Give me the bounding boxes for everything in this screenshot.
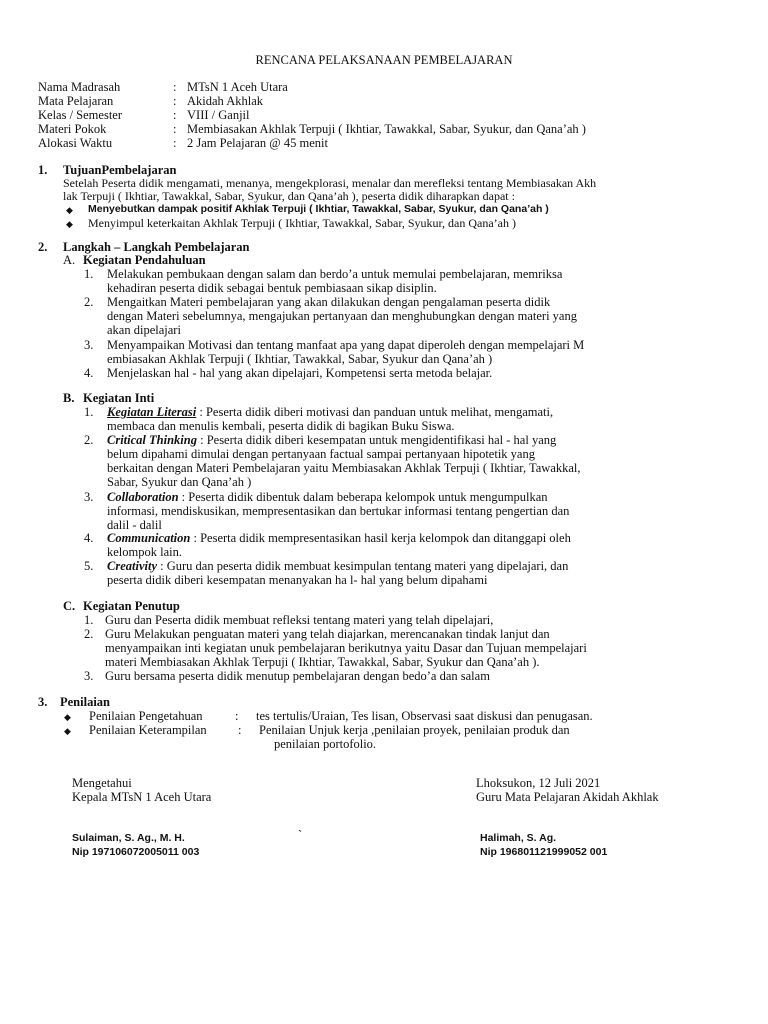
item-line: Guru dan Peserta didik membuat refleksi tentang materi yang telah dipelajari, — [105, 613, 494, 627]
item-text: : Peserta didik mempresentasikan hasil kerja kelompok dan ditanggapi oleh — [190, 531, 571, 545]
identity-colon: : — [173, 136, 177, 150]
item-number: 3. — [84, 338, 94, 352]
identity-value: MTsN 1 Aceh Utara — [187, 80, 288, 94]
item-number: 1. — [84, 613, 94, 627]
subsection-heading: Kegiatan Penutup — [83, 599, 180, 613]
item-line: belum dipahami dimulai dengan pertanyaan factual sampai pertanyaan hipotetik yang — [107, 447, 535, 461]
item-line: berkaitan dengan Materi Pembelajaran yaitu Membiasakan Akhlak Terpuji ( Ikhtiar, Tawakkal, — [107, 461, 581, 475]
paragraph-line: lak Terpuji ( Ikhtiar, Tawakkal, Sabar, Syukur, dan Qana’ah ), peserta didik diharapkan dapat : — [63, 189, 515, 203]
item-number: 3. — [84, 669, 94, 683]
signature-nip: Nip 196801121999052 001 — [480, 846, 608, 858]
item-term: Creativity — [107, 559, 157, 573]
identity-label: Materi Pokok — [38, 122, 107, 136]
item-number: 4. — [84, 531, 94, 545]
item-number: 1. — [84, 405, 94, 419]
assessment-colon: : — [238, 723, 242, 737]
item-line: kehadiran peserta didik sebagai bentuk pembiasaan sikap disiplin. — [107, 281, 437, 295]
item-number: 3. — [84, 490, 94, 504]
section-heading: Langkah – Langkah Pembelajaran — [63, 240, 250, 254]
bullet-text: Menyimpul keterkaitan Akhlak Terpuji ( Ikhtiar, Tawakkal, Sabar, Syukur, dan Qana’ah ) — [88, 216, 516, 230]
item-term: Critical Thinking — [107, 433, 197, 447]
item-line: membaca dan menulis kembali, peserta didik di bagikan Buku Siswa. — [107, 419, 455, 433]
item-line: embiasakan Akhlak Terpuji ( Ikhtiar, Tawakkal, Sabar, Syukur dan Qana’ah ) — [107, 352, 493, 366]
identity-label: Kelas / Semester — [38, 108, 123, 122]
bullet-diamond-icon: ◆ — [66, 205, 73, 215]
identity-value: VIII / Ganjil — [187, 108, 250, 122]
section-number: 1. — [38, 163, 48, 177]
subsection-heading: Kegiatan Pendahuluan — [83, 253, 206, 267]
item-line: peserta didik diberi kesempatan menanyakan ha l- hal yang belum dipahami — [107, 573, 488, 587]
item-term: Collaboration — [107, 490, 179, 504]
assessment-colon: : — [235, 709, 239, 723]
section-heading: TujuanPembelajaran — [63, 163, 177, 177]
item-text: : Peserta didik dibentuk dalam beberapa kelompok untuk mengumpulkan — [178, 490, 548, 504]
bullet-diamond-icon: ◆ — [66, 219, 73, 229]
signature-name: Sulaiman, S. Ag., M. H. — [72, 832, 185, 844]
assessment-value: Penilaian Unjuk kerja ,penilaian proyek, penilaian produk dan — [259, 723, 570, 737]
identity-value: Membiasakan Akhlak Terpuji ( Ikhtiar, Tawakkal, Sabar, Syukur, dan Qana’ah ) — [187, 122, 586, 136]
item-line: informasi, mendiskusikan, mempresentasikan dan bertukar informasi tentang pengertian dan — [107, 504, 570, 518]
item-number: 4. — [84, 366, 94, 380]
assessment-label: Penilaian Pengetahuan — [89, 709, 203, 723]
section-number: 3. — [38, 695, 48, 709]
bullet-diamond-icon: ◆ — [64, 726, 71, 736]
item-number: 2. — [84, 627, 94, 641]
item-line: Mengaitkan Materi pembelajaran yang akan dilakukan dengan pengalaman peserta didik — [107, 295, 551, 309]
item-line — [107, 559, 568, 573]
stray-mark: ` — [298, 828, 303, 842]
item-number: 1. — [84, 267, 94, 281]
signature-line: Mengetahui — [72, 776, 132, 790]
item-line — [107, 405, 553, 419]
identity-value: 2 Jam Pelajaran @ 45 menit — [187, 136, 328, 150]
item-line: Menyampaikan Motivasi dan tentang manfaat apa yang dapat diperoleh dengan mempelajari M — [107, 338, 585, 352]
subsection-heading: Kegiatan Inti — [83, 391, 155, 405]
subsection-letter: C. — [63, 599, 76, 613]
identity-colon: : — [173, 80, 177, 94]
signature-nip: Nip 197106072005011 003 — [72, 846, 200, 858]
subsection-letter: B. — [63, 391, 75, 405]
signature-line: Lhoksukon, 12 Juli 2021 — [476, 776, 601, 790]
item-line: materi Membiasakan Akhlak Terpuji ( Ikhtiar, Tawakkal, Sabar, Syukur dan Qana’ah ). — [105, 655, 540, 669]
identity-label: Mata Pelajaran — [38, 94, 114, 108]
item-line: menyampaikan inti kegiatan unuk pembelajaran berikutnya yaitu Dasar dan Tujuan mempelajari — [105, 641, 587, 655]
identity-colon: : — [173, 94, 177, 108]
item-term: Kegiatan Literasi — [107, 405, 197, 419]
identity-value: Akidah Akhlak — [187, 94, 264, 108]
identity-label: Nama Madrasah — [38, 80, 121, 94]
assessment-label: Penilaian Keterampilan — [89, 723, 207, 737]
assessment-value: penilaian portofolio. — [274, 737, 377, 751]
item-line: Menjelaskan hal - hal yang akan dipelajari, Kompetensi serta metoda belajar. — [107, 366, 493, 380]
signature-line: Guru Mata Pelajaran Akidah Akhlak — [476, 790, 659, 804]
item-line: Guru Melakukan penguatan materi yang telah diajarkan, merencanakan tindak lanjut dan — [105, 627, 550, 641]
signature-line: Kepala MTsN 1 Aceh Utara — [72, 790, 212, 804]
assessment-value: tes tertulis/Uraian, Tes lisan, Observasi saat diskusi dan penugasan. — [256, 709, 593, 723]
item-line: akan dipelajari — [107, 323, 181, 337]
item-line: Sabar, Syukur dan Qana’ah ) — [107, 475, 252, 489]
item-text: : Peserta didik diberi kesempatan untuk mengidentifikasi hal - hal yang — [196, 433, 557, 447]
bullet-diamond-icon: ◆ — [64, 712, 71, 722]
identity-label: Alokasi Waktu — [38, 136, 113, 150]
page-title: RENCANA PELAKSANAAN PEMBELAJARAN — [255, 53, 513, 67]
item-line: dengan Materi sebelumnya, mengajukan pertanyaan dan menghubungkan dengan materi yang — [107, 309, 577, 323]
item-text: : Peserta didik diberi motivasi dan panduan untuk melihat, mengamati, — [196, 405, 554, 419]
paragraph-line: Setelah Peserta didik mengamati, menanya, mengekplorasi, menalar dan merefleksi tentang Membiasakan Akh — [63, 176, 597, 190]
item-line: Guru bersama peserta didik menutup pembelajaran dengan bedo’a dan salam — [105, 669, 490, 683]
item-number: 5. — [84, 559, 94, 573]
subsection-letter: A. — [63, 253, 76, 267]
item-text: : Guru dan peserta didik membuat kesimpulan tentang materi yang dipelajari, dan — [157, 559, 569, 573]
item-term: Communication — [107, 531, 191, 545]
item-line — [107, 433, 556, 447]
item-line — [107, 490, 548, 504]
item-number: 2. — [84, 433, 94, 447]
item-line — [107, 531, 571, 545]
item-line: dalil - dalil — [107, 518, 162, 532]
signature-name: Halimah, S. Ag. — [480, 832, 557, 844]
item-number: 2. — [84, 295, 94, 309]
bullet-text: Menyebutkan dampak positif Akhlak Terpuji ( Ikhtiar, Tawakkal, Sabar, Syukur, dan Qana’ah ) — [88, 203, 549, 215]
item-line: kelompok lain. — [107, 545, 182, 559]
identity-colon: : — [173, 122, 177, 136]
item-line: Melakukan pembukaan dengan salam dan berdo’a untuk memulai pembelajaran, memriksa — [107, 267, 563, 281]
section-heading: Penilaian — [60, 695, 111, 709]
section-number: 2. — [38, 240, 48, 254]
identity-colon: : — [173, 108, 177, 122]
